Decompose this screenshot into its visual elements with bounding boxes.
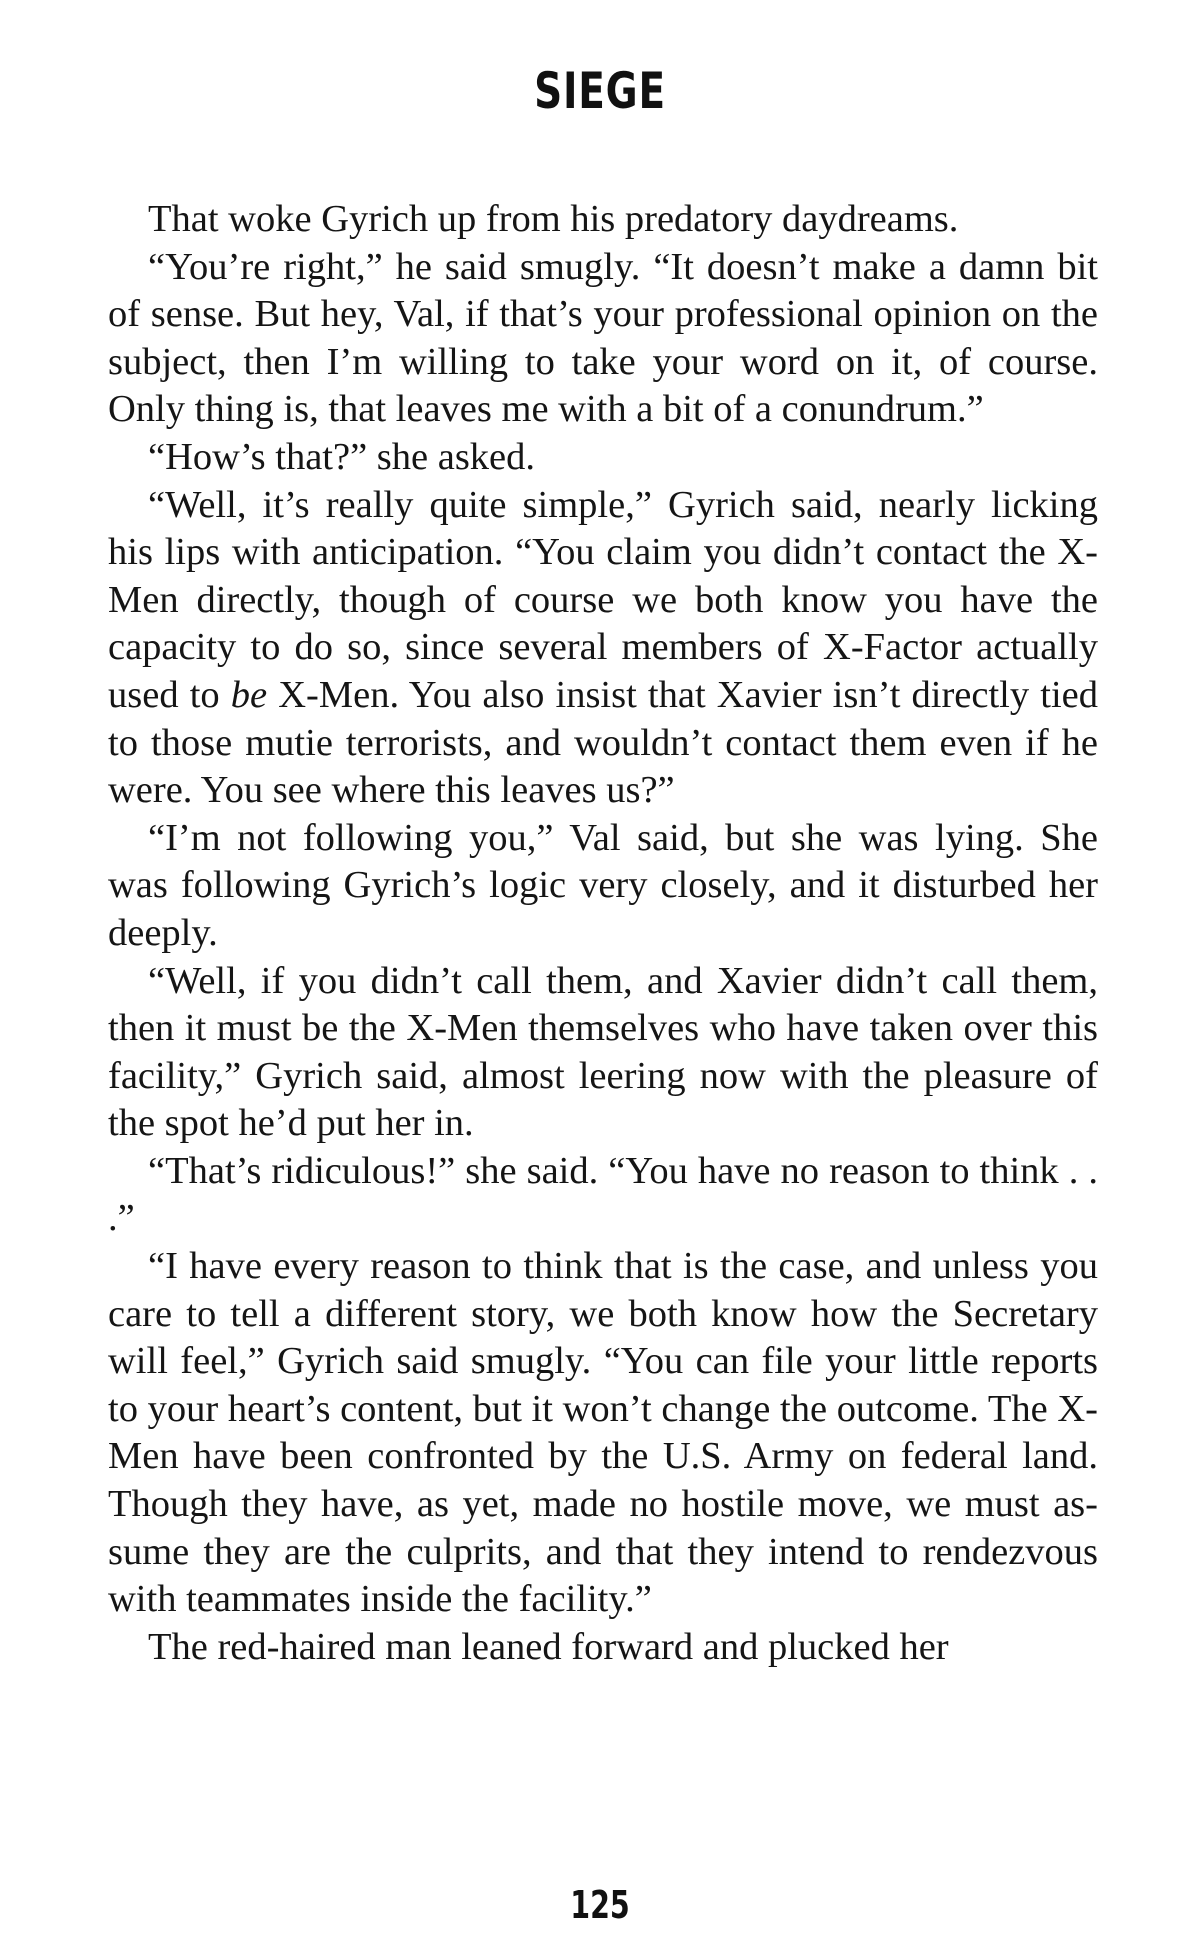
paragraph-8: “I have every reason to think that is the case, and unless you care to tell a different story, we both know how the Secretary will feel,” Gyrich said smugly. “You can file your little reports to your heart’s content, but it won’t change the outcome. The X-Men have been confronted by the U.S. Army on federal land. Though they have, as yet, made no hostile move, we must assume they are the culprits, and that they intend to rendezvous with teammates inside the facility.”: [108, 1245, 1098, 1621]
paragraph-4: [108, 482, 1098, 815]
paragraph-4-before: “Well, it’s really quite simple,” Gyrich said, nearly licking his lips with anticipation. “You claim you didn’t contact the X-Men directly, though of course we both know you have the capacity to do so, since several members of X-Factor actually used to: [108, 483, 1098, 716]
paragraph-2: “You’re right,” he said smugly. “It doesn’t make a damn bit of sense. But hey, Val, if that’s your professional opinion on the subject, then I’m willing to take your word on it, of course. Only thing is, that leaves me with a bit of a conundrum.”: [108, 245, 1098, 431]
paragraph-3: “How’s that?” she asked.: [148, 435, 536, 478]
page-number: 125: [570, 1883, 630, 1927]
paragraph-6: “Well, if you didn’t call them, and Xavier didn’t call them, then it must be the X-Men themselves who have taken over this facility,” Gyrich said, almost leering now with the pleasure of the spot he’d put her in.: [108, 959, 1098, 1145]
paragraph-5: “I’m not following you,” Val said, but she was lying. She was following Gyrich’s logic very closely, and it disturbed her deeply.: [108, 816, 1098, 954]
paragraph-1: That woke Gyrich up from his predatory daydreams.: [148, 198, 959, 240]
running-head: SIEGE: [534, 62, 666, 120]
paragraph-9: The red-haired man leaned forward and plucked her: [148, 1625, 949, 1668]
paragraph-4-emphasis: be: [230, 673, 268, 716]
paragraph-4-after: X-Men. You also insist that Xavier isn’t directly tied to those mutie terrorists, and wouldn’t contact them even if he were. You see where this leaves us?”: [108, 673, 1098, 812]
body-text: [108, 196, 1098, 1671]
paragraph-7: “That’s ridiculous!” she said. “You have no reason to think . . .”: [108, 1149, 1098, 1240]
